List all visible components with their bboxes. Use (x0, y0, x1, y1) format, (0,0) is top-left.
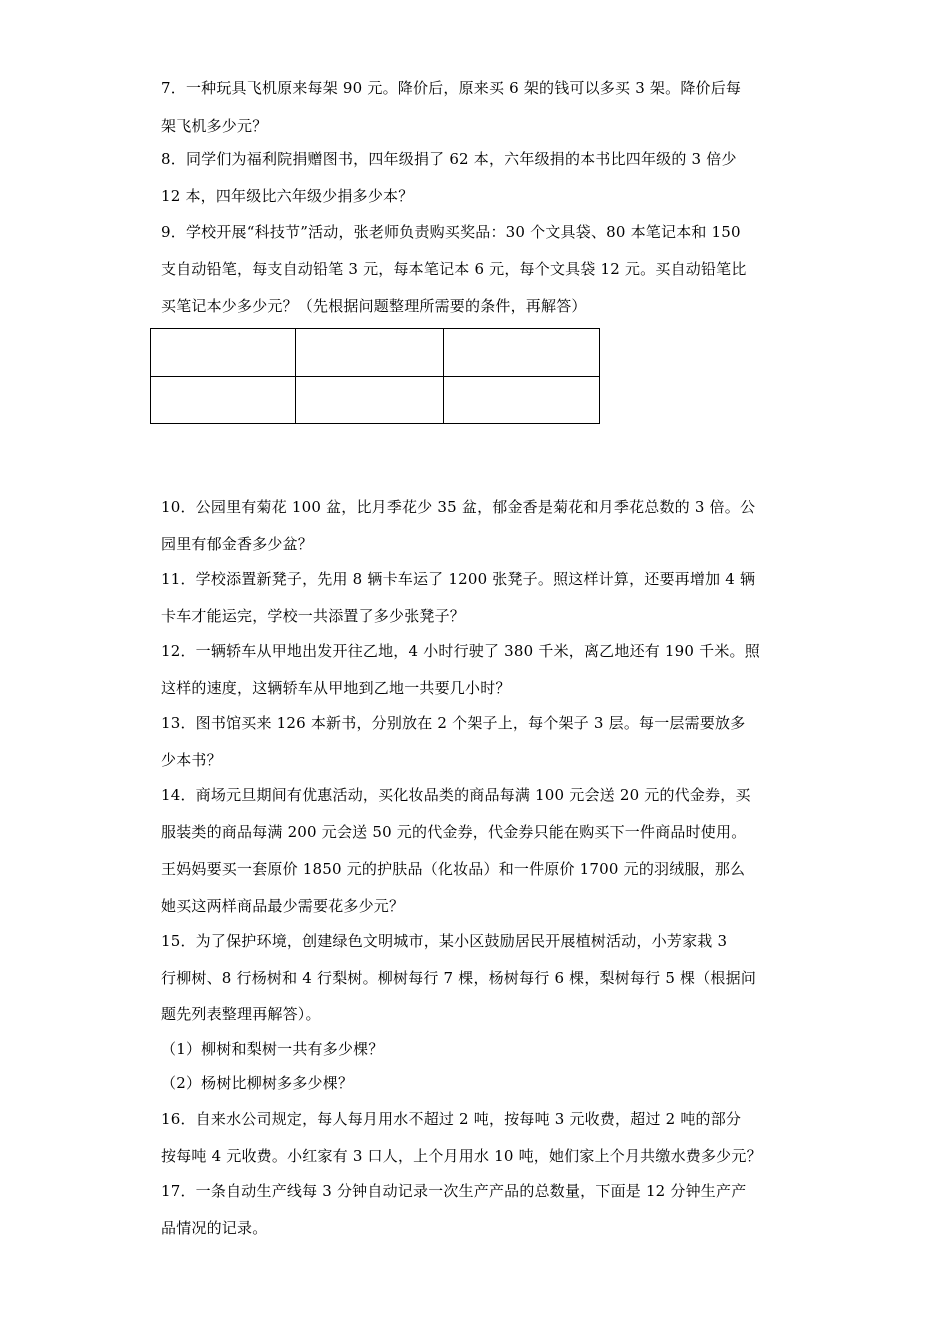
table-row (151, 376, 600, 424)
q11-line2: 卡车才能运完，学校一共添置了多少张凳子？ (161, 607, 466, 625)
q13-line2: 少本书？ (161, 751, 222, 769)
q13-line1: 13．图书馆买来 126 本新书，分别放在 2 个架子上，每个架子 3 层。每一层需要放多 (161, 714, 746, 732)
q12-line1: 12．一辆轿车从甲地出发开往乙地，4 小时行驶了 380 千米，离乙地还有 190 千米。照 (161, 642, 760, 660)
table-row (151, 329, 600, 377)
q7-line2: 架飞机多少元？ (161, 117, 268, 135)
q15-sub1: （1）柳树和梨树一共有多少棵？ (161, 1040, 384, 1058)
table-cell (296, 329, 444, 377)
q15-line1: 15．为了保护环境，创建绿色文明城市，某小区鼓励居民开展植树活动，小芳家栽 3 (161, 932, 728, 950)
q16-line2: 按每吨 4 元收费。小红家有 3 口人，上个月用水 10 吨，她们家上个月共缴水费多少元？ (161, 1147, 762, 1165)
q10-line1: 10．公园里有菊花 100 盆，比月季花少 35 盆，郁金香是菊花和月季花总数的 3 倍。公 (161, 498, 756, 516)
table-cell (296, 376, 444, 424)
q9-line3: 买笔记本少多少元？（先根据问题整理所需要的条件，再解答） (161, 297, 587, 315)
table-cell (444, 329, 600, 377)
q14-line2: 服装类的商品每满 200 元会送 50 元的代金券，代金券只能在购买下一件商品时使用。 (161, 823, 747, 841)
table-cell (444, 376, 600, 424)
q15-line2: 行柳树、8 行杨树和 4 行梨树。柳树每行 7 棵，杨树每行 6 棵，梨树每行 5 棵（根据问 (161, 969, 757, 987)
q8-line2: 12 本，四年级比六年级少捐多少本？ (161, 187, 414, 205)
q9-line1: 9．学校开展“科技节”活动，张老师负责购买奖品：30 个文具袋、80 本笔记本和 150 (161, 223, 741, 241)
q10-line2: 园里有郁金香多少盆？ (161, 535, 314, 553)
q17-line2: 品情况的记录。 (161, 1219, 268, 1237)
q17-line1: 17．一条自动生产线每 3 分钟自动记录一次生产产品的总数量，下面是 12 分钟生产产 (161, 1182, 747, 1200)
q15-line3: 题先列表整理再解答）。 (161, 1005, 321, 1023)
q16-line1: 16．自来水公司规定，每人每月用水不超过 2 吨，按每吨 3 元收费，超过 2 吨的部分 (161, 1110, 742, 1128)
q11-line1: 11．学校添置新凳子，先用 8 辆卡车运了 1200 张凳子。照这样计算，还要再增加 4 辆 (161, 570, 756, 588)
table-cell (151, 329, 296, 377)
q9-answer-table (150, 328, 600, 424)
q8-line1: 8．同学们为福利院捐赠图书，四年级捐了 62 本，六年级捐的本书比四年级的 3 倍少 (161, 150, 737, 168)
table-cell (151, 376, 296, 424)
q15-sub2: （2）杨树比柳树多多少棵？ (161, 1074, 354, 1092)
q14-line3: 王妈妈要买一套原价 1850 元的护肤品（化妆品）和一件原价 1700 元的羽绒服，那么 (161, 860, 746, 878)
q7-line1: 7．一种玩具飞机原来每架 90 元。降价后，原来买 6 架的钱可以多买 3 架。降价后每 (161, 79, 742, 97)
q14-line1: 14．商场元旦期间有优惠活动，买化妆品类的商品每满 100 元会送 20 元的代金券，买 (161, 786, 751, 804)
q14-line4: 她买这两样商品最少需要花多少元？ (161, 897, 405, 915)
q9-line2: 支自动铅笔，每支自动铅笔 3 元，每本笔记本 6 元，每个文具袋 12 元。买自动铅笔比 (161, 260, 747, 278)
q12-line2: 这样的速度，这辆轿车从甲地到乙地一共要几小时？ (161, 679, 511, 697)
